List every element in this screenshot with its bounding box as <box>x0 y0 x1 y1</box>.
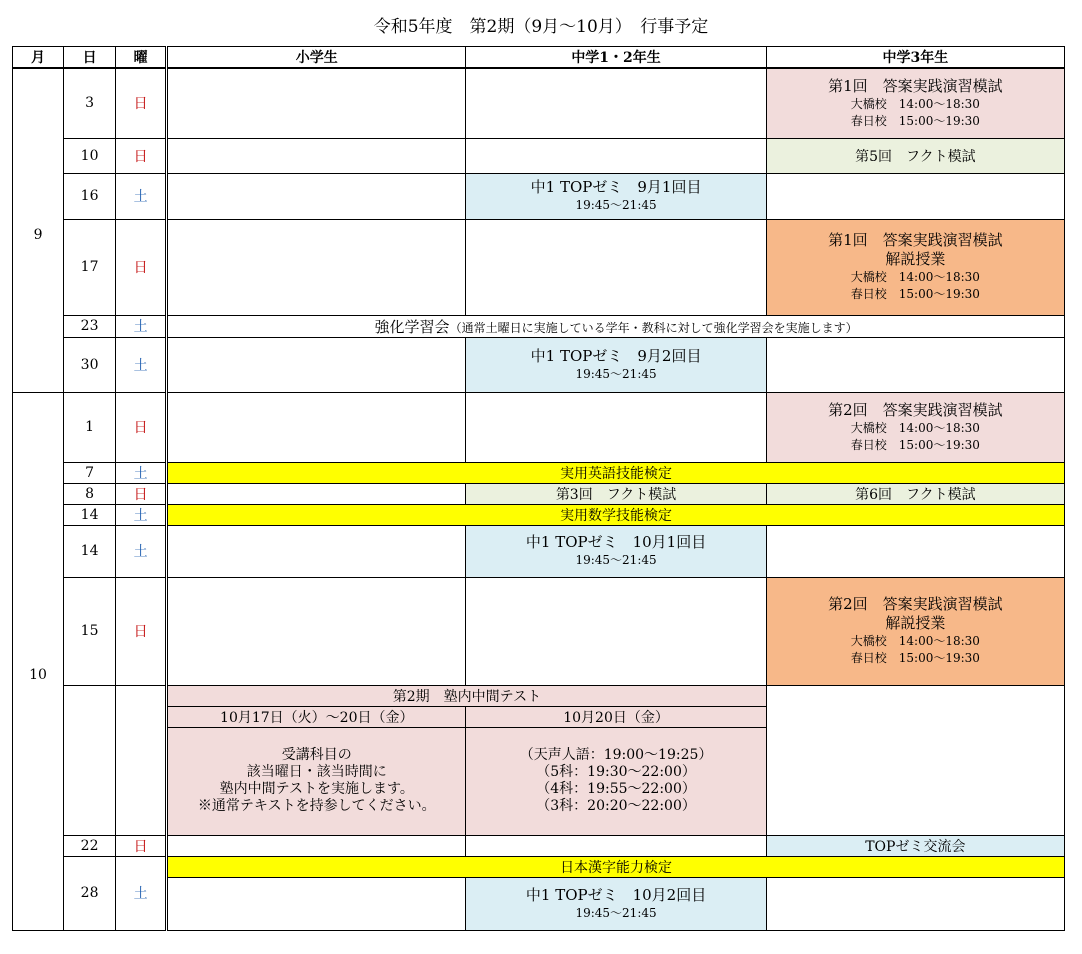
midterm-line: 受講科目の <box>281 747 352 763</box>
page-title: 令和5年度 第2期（9月～10月） 行事予定 <box>373 17 709 37</box>
event-cell-empty <box>167 173 466 219</box>
midterm-line: （天声人語：19:00～19:25） <box>519 747 713 763</box>
dow-cell: 日 <box>116 835 167 856</box>
day-cell: 1 <box>64 392 116 462</box>
event-cell-empty <box>766 173 1064 219</box>
event-subtitle: 解説授業 <box>885 250 946 268</box>
event-time: 大橋校 14:00～18:30 <box>850 96 980 111</box>
event-title: 第1回 答案実践演習模試 <box>828 76 1003 95</box>
event-cell-empty <box>466 138 766 173</box>
event-time: 大橋校 14:00～18:30 <box>850 270 980 284</box>
event-time: 19:45～21:45 <box>575 553 657 567</box>
header-junior-3: 中学3年生 <box>766 47 1064 69</box>
table-row <box>13 462 1065 483</box>
event-cell-empty <box>766 525 1064 577</box>
event-time: 19:45～21:45 <box>575 905 657 920</box>
event-cell-empty <box>167 337 466 392</box>
table-row <box>13 483 1065 504</box>
event-cell-empty <box>167 392 466 462</box>
event-time: 春日校 15:00～19:30 <box>850 113 980 128</box>
event-fukuto3: 第3回 フクト模試 <box>466 483 766 504</box>
midterm-elem-date: 10月17日（火）～20日（金） <box>167 706 466 727</box>
event-cell-empty <box>167 577 466 685</box>
schedule-table <box>12 46 1065 931</box>
day-cell: 10 <box>64 138 116 173</box>
table-row <box>13 68 1065 138</box>
event-title: 中1 TOPゼミ 10月1回目 <box>525 533 707 551</box>
month-cell-oct: 10 <box>13 392 64 930</box>
event-top-sep1 <box>466 173 766 219</box>
event-title: 第2回 答案実践演習模試 <box>828 595 1003 613</box>
event-mock2-explain <box>766 577 1064 685</box>
dow-cell: 土 <box>116 315 167 337</box>
event-cell-empty <box>466 835 766 856</box>
event-cell-empty <box>466 68 766 138</box>
day-cell: 16 <box>64 173 116 219</box>
event-title: 第2回 答案実践演習模試 <box>828 400 1003 419</box>
event-mock1-explain <box>766 219 1064 315</box>
month-cell-sep: 9 <box>13 68 64 392</box>
dow-cell: 土 <box>116 173 167 219</box>
event-time: 春日校 15:00～19:30 <box>850 437 980 452</box>
table-row <box>13 173 1065 219</box>
day-cell: 3 <box>64 68 116 138</box>
event-cell-empty <box>766 337 1064 392</box>
event-time: 19:45～21:45 <box>575 198 657 212</box>
event-top-exchange: TOPゼミ交流会 <box>766 835 1064 856</box>
header-dow: 曜 <box>116 47 167 69</box>
event-mock1 <box>766 68 1064 138</box>
event-cell-empty <box>167 525 466 577</box>
header-junior-12: 中学1・2年生 <box>466 47 766 69</box>
event-top-sep2 <box>466 337 766 392</box>
dow-cell: 土 <box>116 462 167 483</box>
table-row <box>13 392 1065 462</box>
event-cell-empty <box>466 392 766 462</box>
event-fukuto5: 第5回 フクト模試 <box>766 138 1064 173</box>
event-eiken: 実用英語技能検定 <box>167 462 1065 483</box>
table-row <box>13 315 1065 337</box>
event-title: 中1 TOPゼミ 9月1回目 <box>530 178 702 196</box>
event-cell-empty <box>766 685 1064 835</box>
table-row <box>13 138 1065 173</box>
table-row <box>13 856 1065 877</box>
header-elementary: 小学生 <box>167 47 466 69</box>
event-cell-empty <box>766 877 1064 930</box>
event-cell-empty <box>167 68 466 138</box>
table-row <box>13 504 1065 525</box>
event-suken: 実用数学技能検定 <box>167 504 1065 525</box>
dow-cell-empty <box>116 685 167 835</box>
event-cell-empty <box>167 219 466 315</box>
dow-cell: 日 <box>116 483 167 504</box>
dow-cell: 土 <box>116 504 167 525</box>
table-row <box>13 877 1065 930</box>
day-cell: 7 <box>64 462 116 483</box>
day-cell: 15 <box>64 577 116 685</box>
midterm-j-body <box>466 727 766 835</box>
event-cell-empty <box>466 219 766 315</box>
event-cell-empty <box>167 483 466 504</box>
day-cell: 14 <box>64 504 116 525</box>
midterm-line: ※通常テキストを持参してください。 <box>197 798 436 814</box>
day-cell: 17 <box>64 219 116 315</box>
dow-cell: 土 <box>116 525 167 577</box>
midterm-j-date: 10月20日（金） <box>466 706 766 727</box>
event-kyoka <box>167 315 1065 337</box>
day-cell: 28 <box>64 856 116 930</box>
day-cell-empty <box>64 685 116 835</box>
day-cell: 23 <box>64 315 116 337</box>
event-fukuto6: 第6回 フクト模試 <box>766 483 1064 504</box>
event-time: 大橋校 14:00～18:30 <box>850 420 980 435</box>
event-top-oct2 <box>466 877 766 930</box>
event-cell-empty <box>167 877 466 930</box>
event-cell-empty <box>167 835 466 856</box>
dow-cell: 日 <box>116 68 167 138</box>
dow-cell: 日 <box>116 138 167 173</box>
dow-cell: 土 <box>116 337 167 392</box>
midterm-title: 第2期 塾内中間テスト <box>167 685 767 706</box>
table-row <box>13 525 1065 577</box>
event-time: 春日校 15:00～19:30 <box>850 651 980 665</box>
dow-cell: 日 <box>116 392 167 462</box>
event-note: （通常土曜日に実施している学年・教科に対して強化学習会を実施します） <box>449 320 858 335</box>
table-row <box>13 577 1065 685</box>
dow-cell: 日 <box>116 219 167 315</box>
table-row <box>13 835 1065 856</box>
event-title: 強化学習会 <box>374 317 450 336</box>
table-row <box>13 337 1065 392</box>
event-time: 春日校 15:00～19:30 <box>850 287 980 301</box>
table-row <box>13 685 1065 706</box>
midterm-line: 該当曜日・該当時間に <box>246 764 387 780</box>
event-time: 大橋校 14:00～18:30 <box>850 634 980 648</box>
event-cell-empty <box>466 577 766 685</box>
midterm-elem-body <box>167 727 466 835</box>
event-subtitle: 解説授業 <box>885 614 946 632</box>
event-cell-empty <box>167 138 466 173</box>
event-kanken: 日本漢字能力検定 <box>167 856 1065 877</box>
event-mock2 <box>766 392 1064 462</box>
header-row <box>13 47 1065 69</box>
day-cell: 30 <box>64 337 116 392</box>
event-title: 中1 TOPゼミ 9月2回目 <box>530 346 702 365</box>
header-day: 日 <box>64 47 116 69</box>
event-title: 第1回 答案実践演習模試 <box>828 231 1003 249</box>
day-cell: 8 <box>64 483 116 504</box>
dow-cell: 日 <box>116 577 167 685</box>
midterm-line: （5科：19:30～22:00） <box>536 764 696 780</box>
midterm-line: （4科：19:55～22:00） <box>536 781 696 797</box>
midterm-line: 塾内中間テストを実施します。 <box>219 781 414 797</box>
event-title: 中1 TOPゼミ 10月2回目 <box>525 885 707 904</box>
header-month: 月 <box>13 47 64 69</box>
dow-cell: 土 <box>116 856 167 930</box>
table-row <box>13 219 1065 315</box>
day-cell: 22 <box>64 835 116 856</box>
event-time: 19:45～21:45 <box>575 366 657 381</box>
event-top-oct1 <box>466 525 766 577</box>
midterm-line: （3科：20:20～22:00） <box>536 798 696 814</box>
day-cell: 14 <box>64 525 116 577</box>
